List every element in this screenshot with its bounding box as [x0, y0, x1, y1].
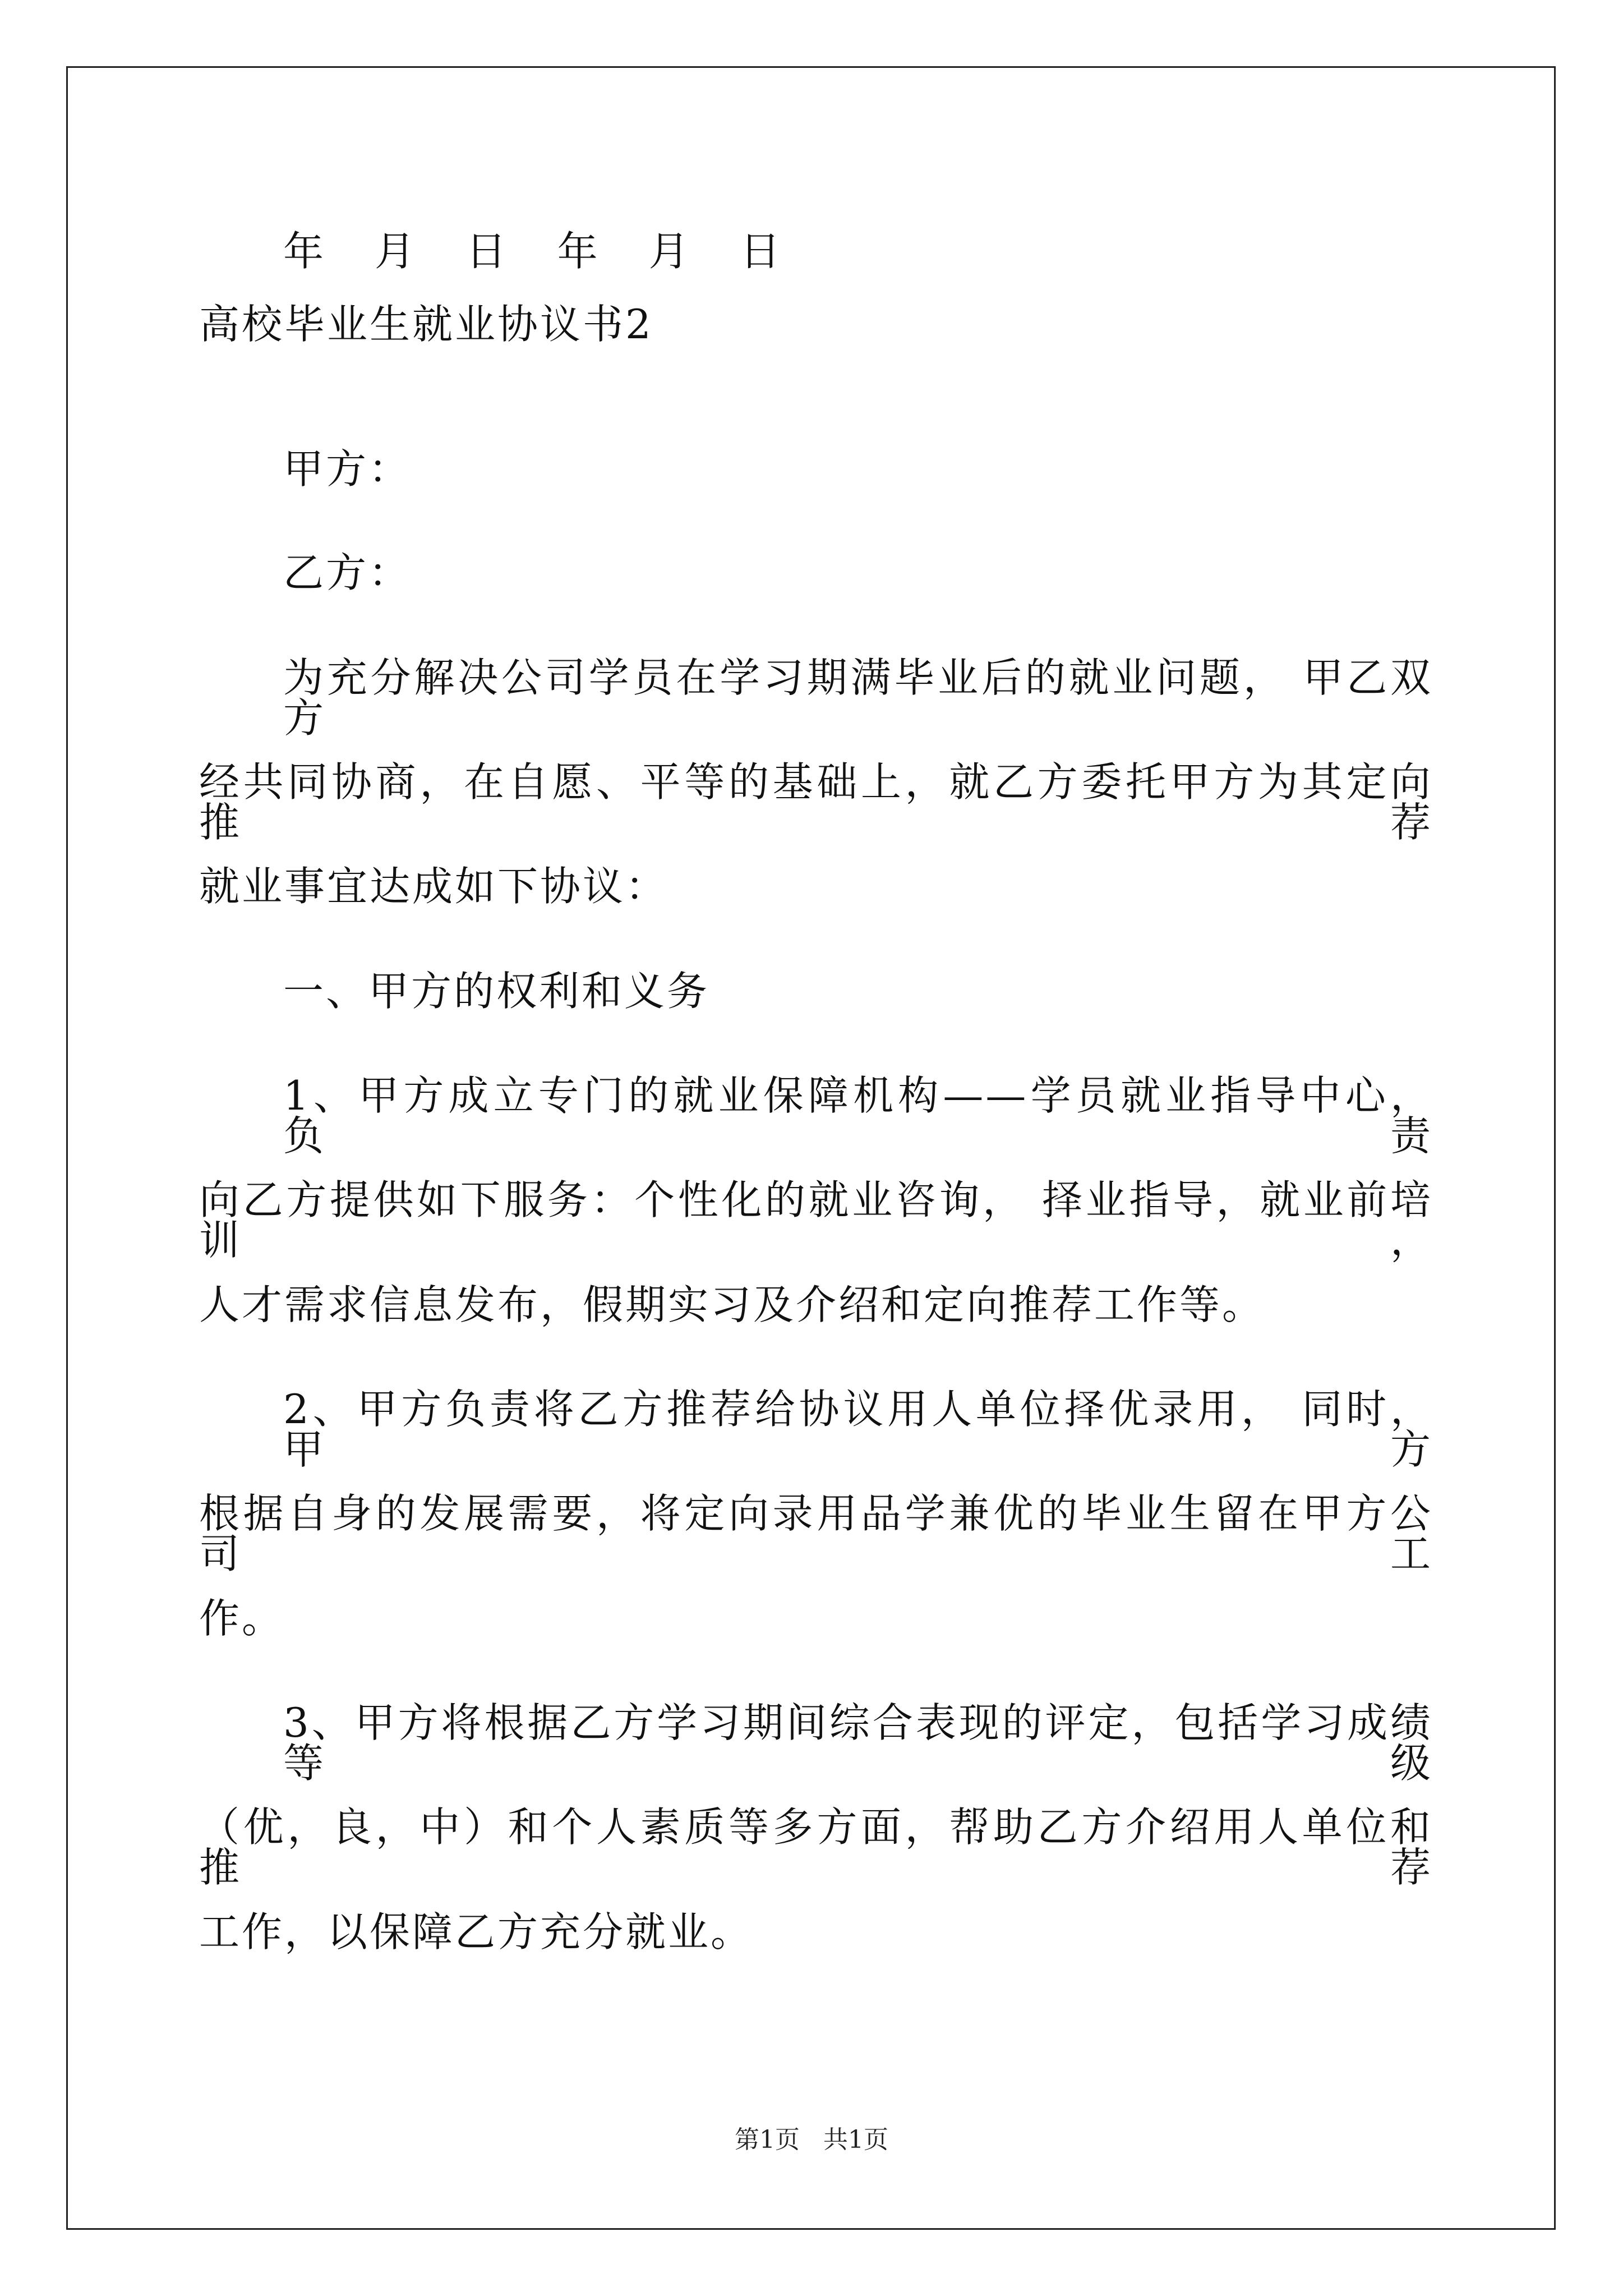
section-heading: 一、甲方的权利和义务: [283, 968, 710, 1015]
page-footer: [0, 2125, 1623, 2154]
intro-line-3: 就业事宜达成如下协议：: [199, 863, 668, 910]
clause-2-line-3: 作。: [199, 1595, 285, 1642]
party-b-label: 乙方：: [283, 549, 412, 596]
clause-3-line-3: 工作，以保障乙方充分就业。: [199, 1908, 754, 1955]
clause-2-line-1: 2、甲方负责将乙方推荐给协议用人单位择优录用， 同时，甲方: [283, 1386, 1433, 1473]
clause-1-line-3: 人才需求信息发布，假期实习及介绍和定向推荐工作等。: [199, 1281, 1265, 1328]
page-total: 共1页: [823, 2125, 888, 2154]
clause-2-line-2: 根据自身的发展需要，将定向录用品学兼优的毕业生留在甲方公司工: [199, 1490, 1433, 1577]
document-title: 高校毕业生就业协议书2: [199, 301, 653, 348]
party-a-label: 甲方：: [283, 445, 412, 493]
clause-3-line-2: （优，良，中）和个人素质等多方面，帮助乙方介绍用人单位和推荐: [199, 1803, 1433, 1891]
page-number: 第1页: [735, 2125, 800, 2154]
clause-3-line-1: 3、甲方将根据乙方学习期间综合表现的评定，包括学习成绩等级: [283, 1699, 1433, 1787]
clause-1-line-1: 1、甲方成立专门的就业保障机构——学员就业指导中心， 负责: [283, 1072, 1433, 1159]
intro-line-1: 为充分解决公司学员在学习期满毕业后的就业问题， 甲乙双方: [283, 654, 1433, 742]
clause-1-line-2: 向乙方提供如下服务：个性化的就业咨询， 择业指导，就业前培训，: [199, 1176, 1433, 1264]
date-line: 年 月 日 年 月 日: [283, 228, 800, 275]
intro-line-2: 经共同协商，在自愿、平等的基础上，就乙方委托甲方为其定向推荐: [199, 758, 1433, 846]
